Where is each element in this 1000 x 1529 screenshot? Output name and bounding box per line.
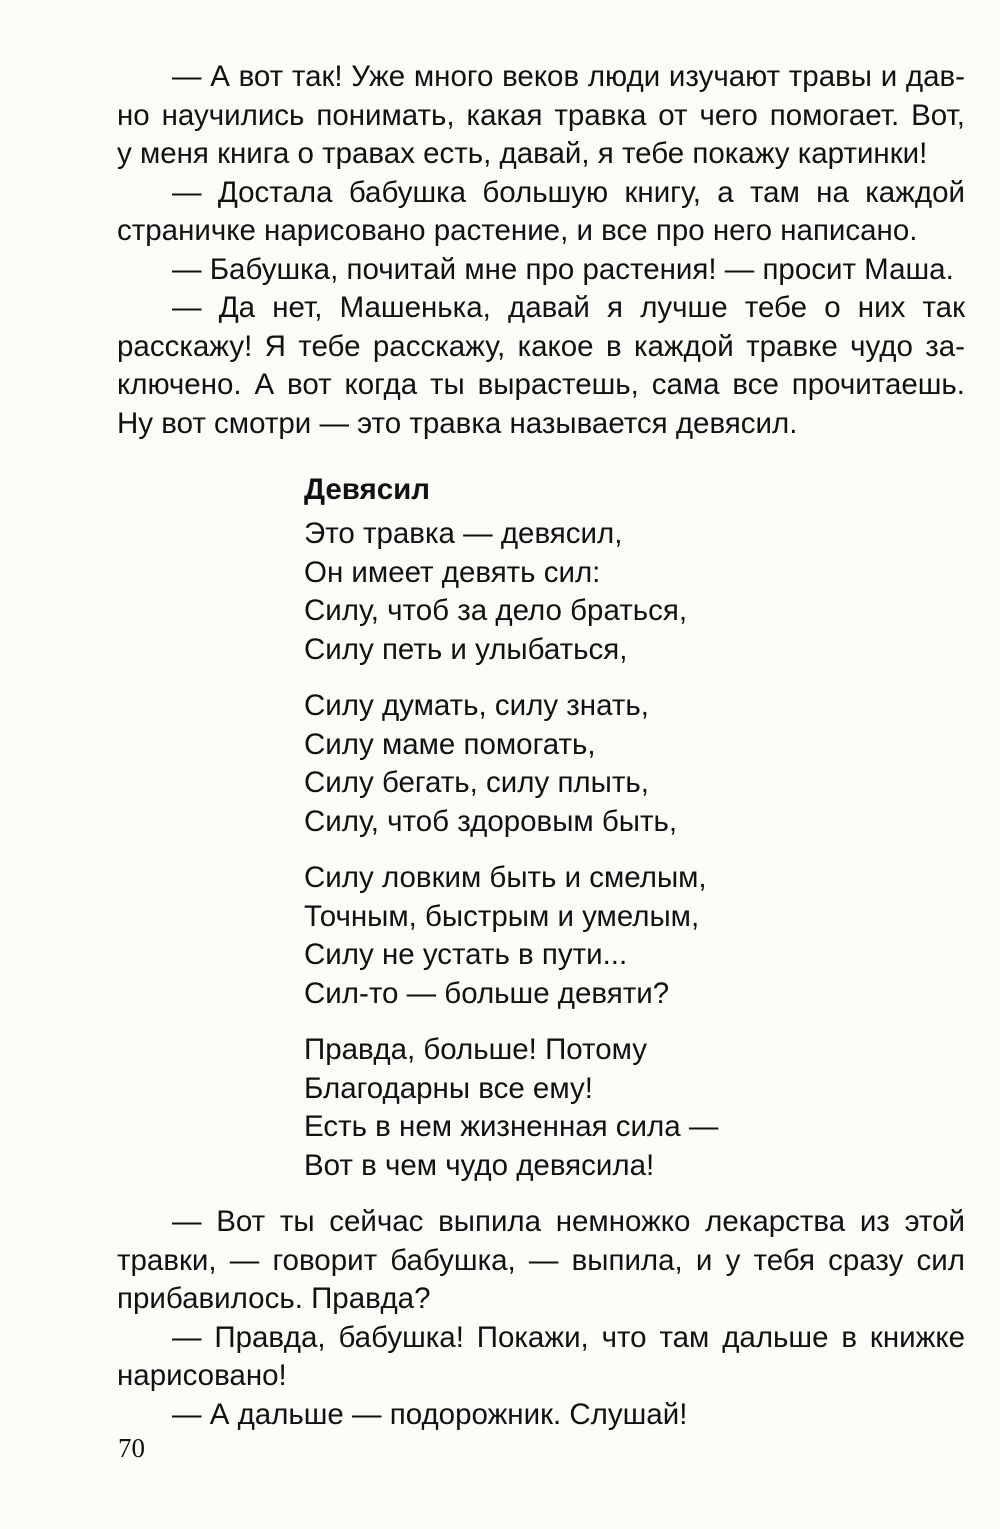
poem-line: Есть в нем жизненная сила — xyxy=(304,1110,719,1143)
poem-title: Девясил xyxy=(304,473,431,506)
paragraph xyxy=(117,289,965,443)
poem-stanza xyxy=(304,1031,965,1185)
text-line: расскажу! Я тебе расскажу, какое в каждой травке чудо за- xyxy=(117,329,965,363)
poem xyxy=(304,471,965,1185)
poem-line: Силу бегать, силу плыть, xyxy=(304,766,649,799)
poem-stanza xyxy=(304,687,965,841)
book-page xyxy=(117,58,965,1434)
text-line: но научились понимать, какая травка от чего помогает. Вот, xyxy=(117,98,965,132)
poem-line: Сил-то — больше девяти? xyxy=(304,976,670,1010)
text-line: прибавилось. Правда? xyxy=(117,1282,431,1315)
poem-line: Силу, чтоб за дело браться, xyxy=(304,594,688,627)
poem-line: Силу, чтоб здоровым быть, xyxy=(304,804,678,838)
text-line: ключено. А вот когда ты вырастешь, сама все прочитаешь. xyxy=(117,368,965,401)
poem-line: Это травка — девясил, xyxy=(304,517,623,550)
poem-line: Силу не устать в пути... xyxy=(304,938,628,971)
paragraph xyxy=(117,58,965,174)
paragraph xyxy=(117,1203,965,1319)
outro-text xyxy=(117,1203,965,1434)
poem-line: Силу ловким быть и смелым, xyxy=(304,861,707,894)
paragraph xyxy=(117,1319,965,1396)
paragraph xyxy=(117,174,965,251)
text-line: — Вот ты сейчас выпила немножко лекарства из этой xyxy=(172,1205,965,1238)
poem-stanza xyxy=(304,515,965,669)
text-line: у меня книга о травах есть, давай, я тебе покажу картинки! xyxy=(117,137,928,170)
text-line: — Бабушка, почитай мне про растения! — просит Маша. xyxy=(172,252,954,286)
text-line: нарисовано! xyxy=(117,1359,287,1392)
text-line: травки, — говорит бабушка, — выпила, и у тебя сразу сил xyxy=(117,1243,965,1277)
poem-line: Вот в чем чудо девясила! xyxy=(304,1148,655,1182)
poem-line: Силу маме помогать, xyxy=(304,727,596,761)
poem-line: Силу петь и улыбаться, xyxy=(304,632,628,666)
poem-line: Он имеет девять сил: xyxy=(304,555,601,589)
text-line: Ну вот смотри — это травка называется девясил. xyxy=(117,406,798,440)
intro-text xyxy=(117,58,965,443)
page-number: 70 xyxy=(118,1433,145,1463)
poem-line: Правда, больше! Потому xyxy=(304,1033,647,1066)
poem-line: Силу думать, силу знать, xyxy=(304,689,649,722)
paragraph xyxy=(117,251,965,290)
text-line: — Да нет, Машенька, давай я лучше тебе о них так xyxy=(172,291,965,324)
poem-line: Точным, быстрым и умелым, xyxy=(304,899,700,933)
text-line: — А вот так! Уже много веков люди изучают травы и дав- xyxy=(172,60,965,93)
text-line: — А дальше — подорожник. Слушай! xyxy=(172,1397,688,1431)
text-line: — Правда, бабушка! Покажи, что там дальше в книжке xyxy=(172,1320,965,1354)
text-line: — Достала бабушка большую книгу, а там на каждой xyxy=(172,175,965,209)
poem-stanza xyxy=(304,859,965,1013)
text-line: страничке нарисовано растение, и все про него написано. xyxy=(117,214,918,247)
paragraph xyxy=(117,1396,965,1435)
poem-line: Благодарны все ему! xyxy=(304,1071,593,1105)
